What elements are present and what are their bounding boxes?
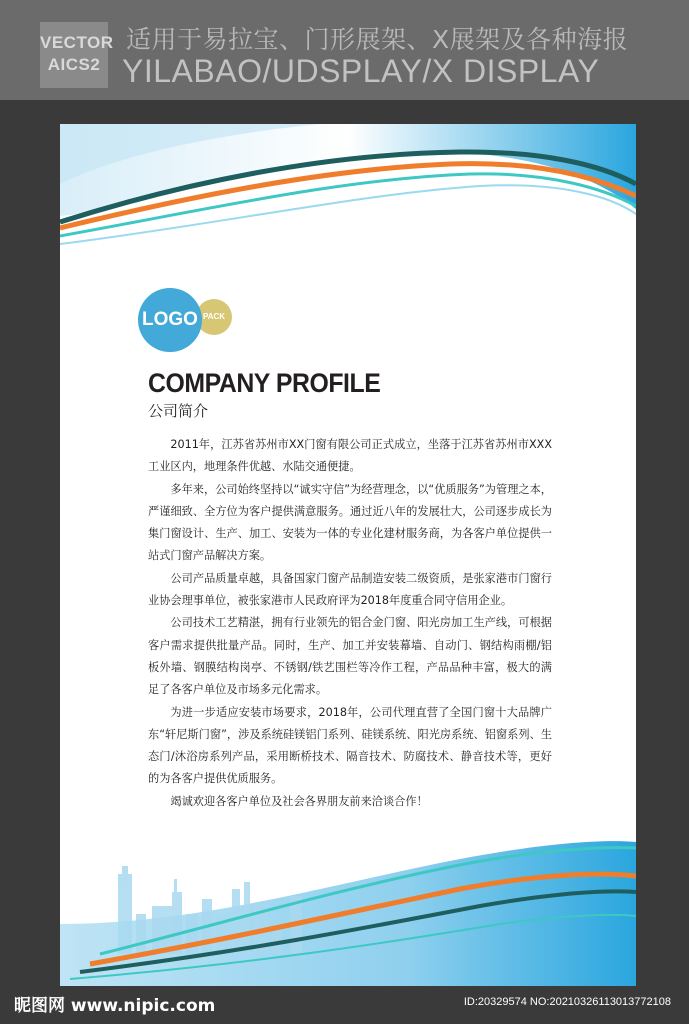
vector-badge — [40, 22, 114, 88]
paragraph-6: 竭诚欢迎各客户单位及社会各界朋友前来洽谈合作！ — [170, 794, 428, 808]
badge-line2: AICS2 — [47, 55, 101, 74]
logo: LOGO — [138, 288, 202, 352]
paragraph-2: 多年来，公司始终坚持以“诚实守信”为经营理念，以“优质服务”为管理之本，严谨细致、全方位为客户提供满意服务。通过近八年的发展壮大，公司逐步成长为集门窗设计、生产、加工、安装为一体的专业化建材服务商，为各客户单位提供一站式门窗产品解决方案。 — [148, 482, 552, 563]
top-banner — [0, 0, 689, 100]
profile-body — [148, 434, 552, 813]
paragraph-5: 为进一步适应安装市场要求，2018年，公司代理直营了全国门窗十大品牌广东“轩尼斯门窗”，涉及系统硅镁铝门系列、硅镁系统、阳光房系统、铝窗系列、生态门/沐浴房系列产品，采用断桥技术、隔音技术、防腐技术、静音技术等，更好的为各客户提供优质服务。 — [148, 705, 552, 786]
site-watermark: 昵图网 www.nipic.com — [14, 996, 216, 1016]
pack-circle: PACK — [196, 299, 232, 335]
poster — [60, 124, 636, 986]
paragraph-1: 2011年，江苏省苏州市XX门窗有限公司正式成立，坐落于江苏省苏州市XXX工业区内，地理条件优越、水陆交通便捷。 — [148, 438, 552, 474]
company-title: COMPANY PROFILE — [148, 368, 381, 398]
company-subtitle: 公司简介 — [148, 402, 209, 420]
image-id: ID:20329574 NO:20210326113013772108 — [463, 996, 671, 1008]
banner-title: 适用于易拉宝、门形展架、X展架及各种海报 — [126, 25, 629, 54]
paragraph-3: 公司产品质量卓越，具备国家门窗产品制造安装二级资质，是张家港市门窗行业协会理事单位，被张家港市人民政府评为2018年度重合同守信用企业。 — [148, 571, 552, 608]
paragraph-4: 公司技术工艺精湛，拥有行业领先的铝合金门窗、阳光房加工生产线，可根据客户需求提供批量产品。同时，生产、加工并安装幕墙、自动门、钢结构雨棚/铝板外墙、钢膜结构岗亭、不锈钢/铁艺围栏等冷作工程，产品品种丰富，极大的满足了各客户单位及市场多元化需求。 — [148, 616, 552, 697]
badge-line1: VECTOR — [40, 33, 114, 52]
banner-subtitle: YILABAO/UDSPLAY/X DISPLAY — [122, 53, 600, 89]
